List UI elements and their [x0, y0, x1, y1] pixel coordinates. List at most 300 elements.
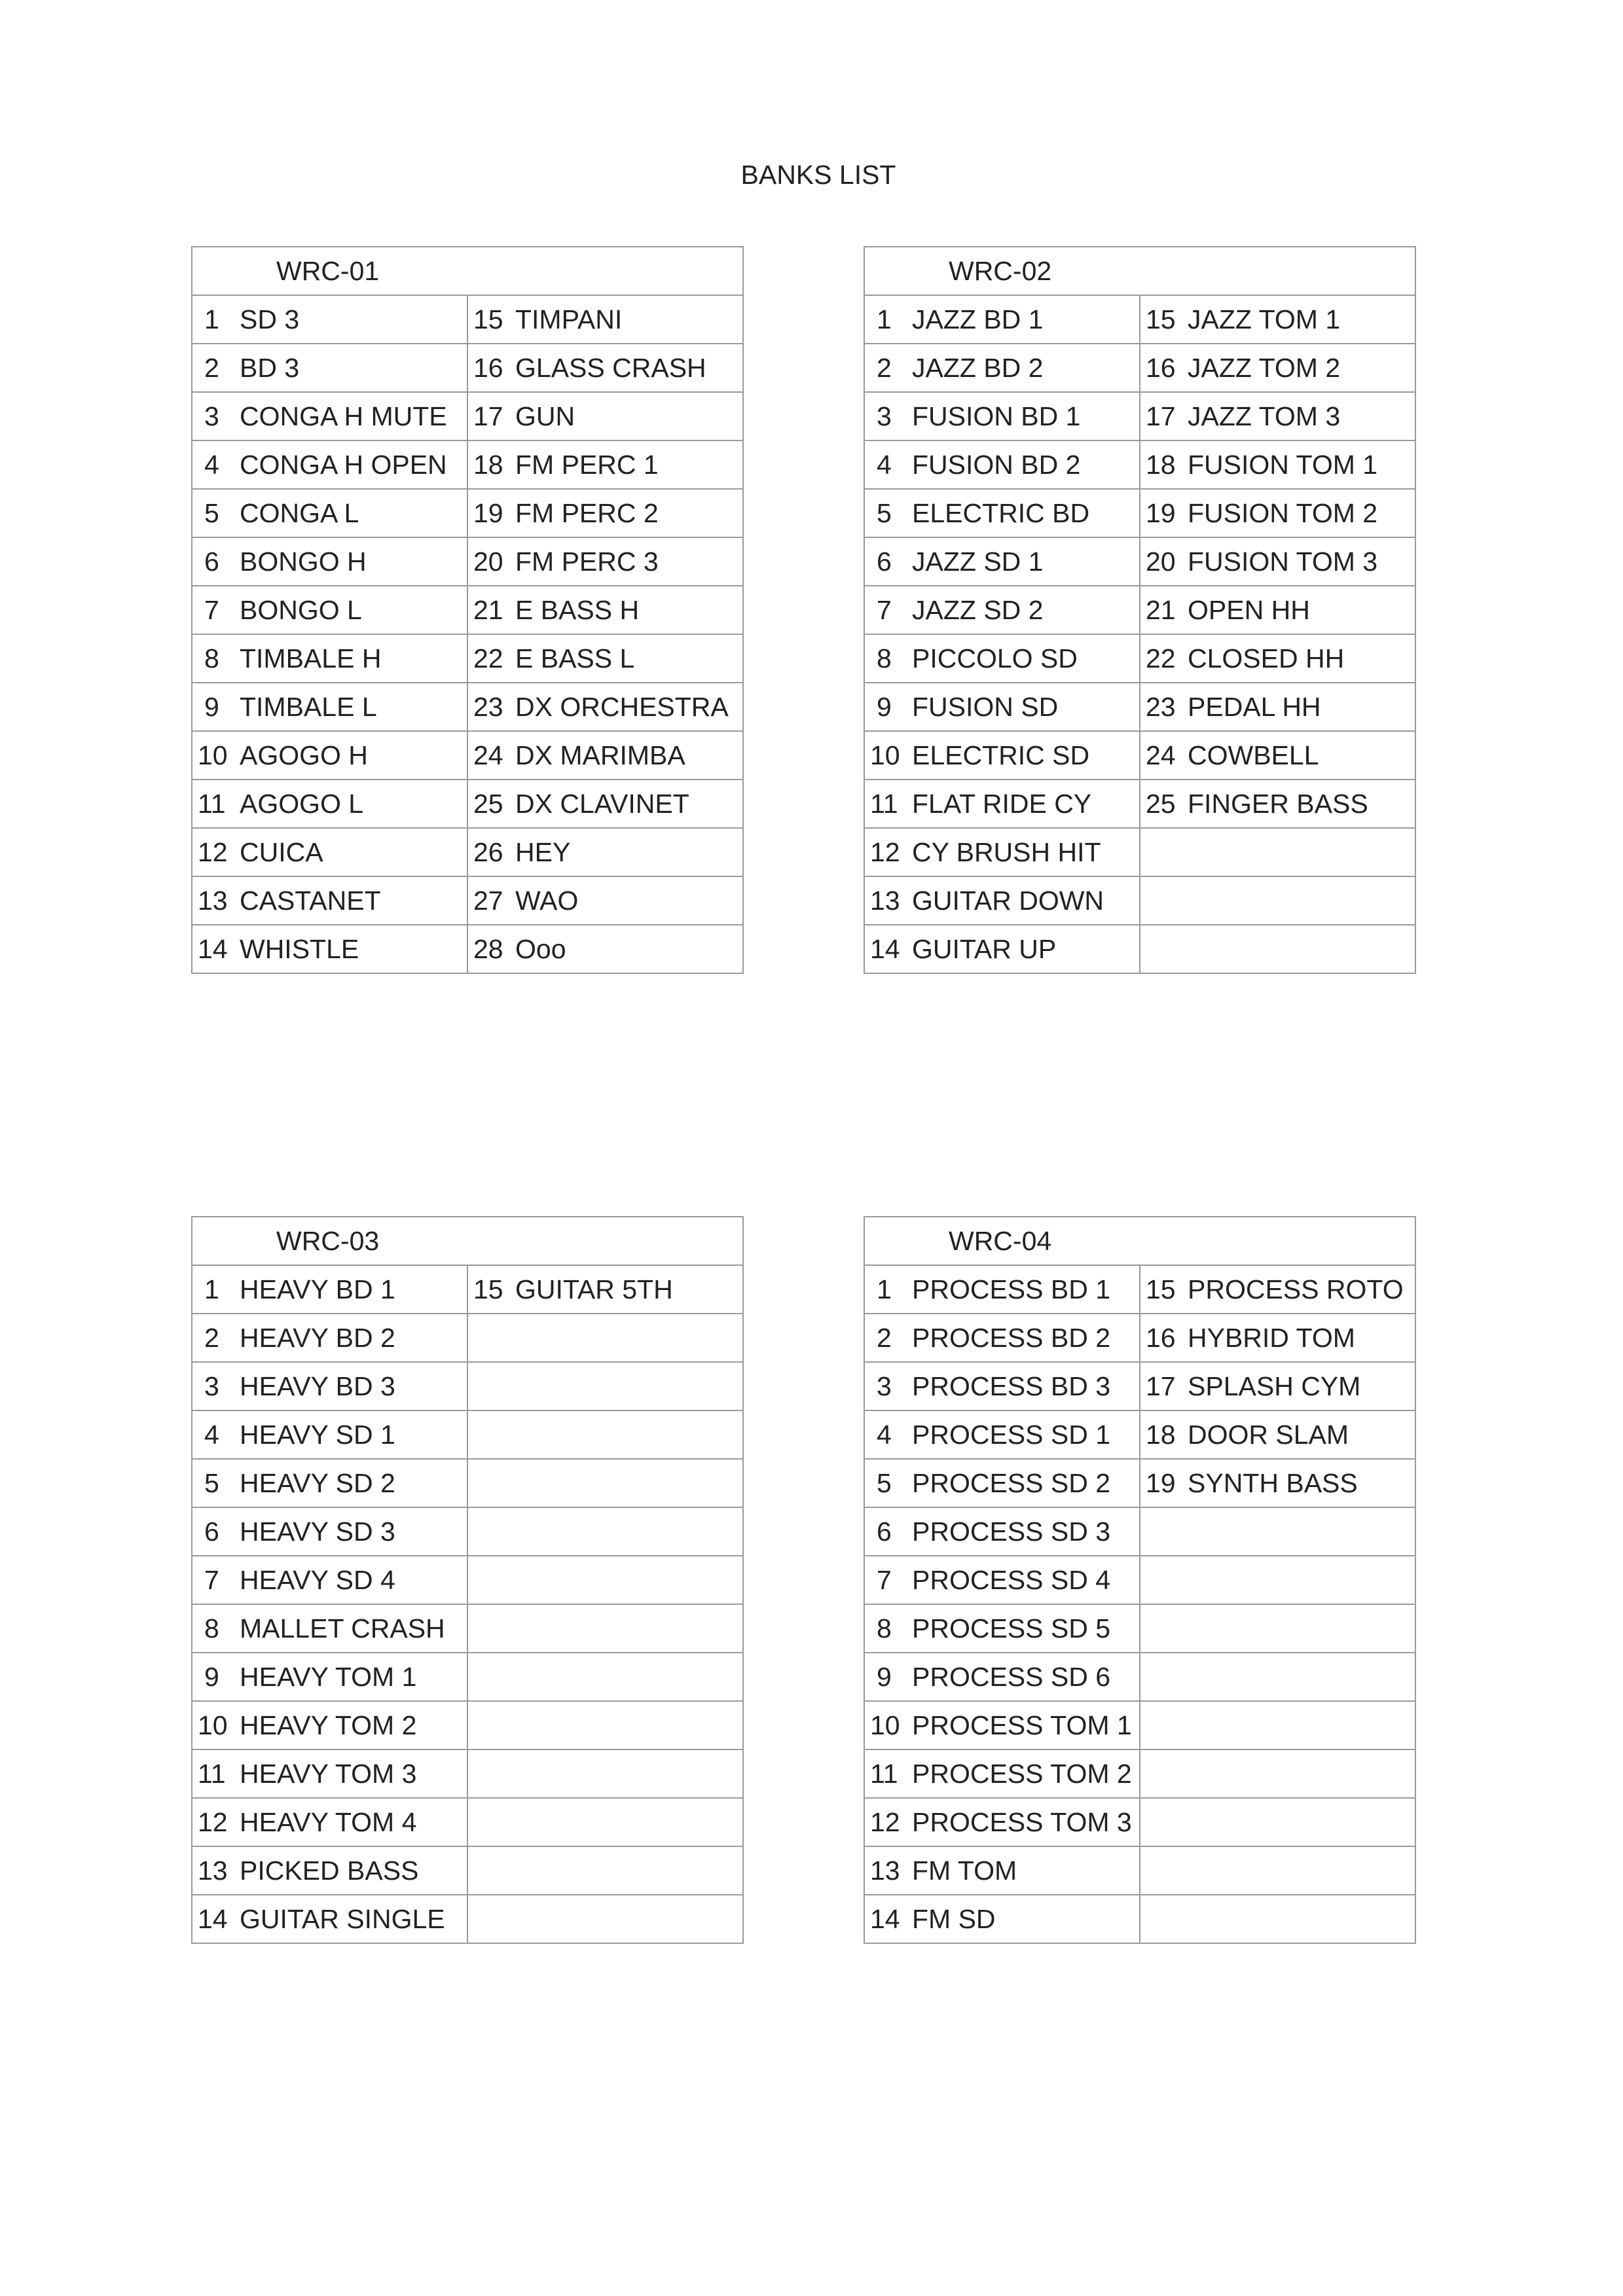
voice-number: 16 [1146, 1322, 1176, 1353]
voice-cell [1140, 489, 1415, 537]
voice-name: PROCESS SD 2 [912, 1467, 1111, 1498]
bank-name: WRC-04 [864, 1217, 1415, 1265]
voice-number: 27 [473, 885, 503, 916]
table-row [192, 489, 743, 537]
voice-cell [192, 586, 467, 634]
voice-name: PROCESS BD 3 [912, 1371, 1111, 1401]
bank-name: WRC-03 [192, 1217, 743, 1265]
bank-name: WRC-01 [192, 247, 743, 295]
voice-name: HEAVY SD 3 [240, 1516, 395, 1547]
table-row [864, 780, 1415, 828]
voice-cell [864, 780, 1140, 828]
voice-name: FUSION TOM 3 [1188, 546, 1378, 577]
voice-name: GUITAR DOWN [912, 885, 1104, 916]
voice-name: GLASS CRASH [515, 352, 706, 383]
voice-number: 12 [198, 1806, 228, 1837]
voice-number: 4 [877, 1419, 892, 1450]
voice-cell [864, 1895, 1140, 1943]
voice-cell [192, 828, 467, 876]
voice-name: JAZZ TOM 2 [1188, 352, 1341, 383]
voice-name: WHISTLE [240, 933, 359, 964]
voice-name: BONGO L [240, 594, 362, 625]
table-row [864, 586, 1415, 634]
voice-name: PROCESS TOM 3 [912, 1806, 1132, 1837]
voice-number: 2 [204, 1322, 219, 1353]
voice-number: 1 [877, 1274, 892, 1304]
voice-cell [192, 925, 467, 973]
voice-number: 11 [198, 788, 226, 819]
voice-number: 10 [870, 740, 900, 770]
voice-name: HEAVY SD 1 [240, 1419, 395, 1450]
table-row [864, 1314, 1415, 1362]
voice-number: 3 [877, 401, 892, 431]
voice-cell [864, 1653, 1140, 1701]
voice-number: 10 [198, 740, 228, 770]
voice-cell [467, 828, 743, 876]
voice-cell [864, 925, 1140, 973]
voice-number: 4 [204, 1419, 219, 1450]
voice-name: DX ORCHESTRA [515, 691, 729, 722]
bank-table [864, 1216, 1416, 1944]
voice-cell [467, 1314, 743, 1362]
table-row [192, 1410, 743, 1459]
table-row [192, 1798, 743, 1846]
voice-cell [864, 876, 1140, 925]
voice-number: 14 [198, 1903, 228, 1934]
voice-number: 23 [473, 691, 503, 722]
voice-cell [864, 634, 1140, 683]
voice-number: 9 [204, 1661, 219, 1692]
table-row [192, 1895, 743, 1943]
voice-cell [467, 731, 743, 780]
voice-name: HEAVY SD 2 [240, 1467, 395, 1498]
voice-number: 10 [198, 1710, 228, 1740]
voice-number: 3 [204, 401, 219, 431]
voice-cell [1140, 1556, 1415, 1604]
voice-number: 19 [473, 497, 503, 528]
voice-cell [864, 1507, 1140, 1556]
voice-number: 20 [473, 546, 503, 577]
voice-number: 16 [473, 352, 503, 383]
bank-header-row [192, 247, 743, 295]
voice-name: HEY [515, 836, 571, 867]
table-row [864, 1265, 1415, 1314]
bank-table [191, 246, 744, 974]
voice-cell [1140, 1798, 1415, 1846]
voice-cell [192, 392, 467, 440]
voice-name: TIMBALE L [240, 691, 377, 722]
table-row [192, 1604, 743, 1653]
voice-name: PROCESS SD 6 [912, 1661, 1111, 1692]
table-row [864, 1749, 1415, 1798]
voice-number: 1 [204, 1274, 219, 1304]
voice-name: COWBELL [1188, 740, 1319, 770]
voice-number: 7 [204, 1564, 219, 1595]
voice-cell [467, 1798, 743, 1846]
voice-name: HEAVY TOM 1 [240, 1661, 417, 1692]
table-row [192, 780, 743, 828]
voice-name: PROCESS BD 2 [912, 1322, 1111, 1353]
voice-name: AGOGO H [240, 740, 368, 770]
voice-number: 15 [1146, 1274, 1176, 1304]
voice-name: JAZZ BD 1 [912, 304, 1044, 334]
voice-number: 8 [877, 1613, 892, 1643]
voice-cell [1140, 586, 1415, 634]
voice-name: FUSION BD 1 [912, 401, 1081, 431]
voice-name: JAZZ BD 2 [912, 352, 1044, 383]
voice-number: 2 [877, 1322, 892, 1353]
table-row [192, 537, 743, 586]
voice-number: 6 [877, 546, 892, 577]
voice-number: 17 [1146, 1371, 1176, 1401]
voice-name: PICCOLO SD [912, 643, 1078, 673]
voice-cell [864, 295, 1140, 344]
voice-name: JAZZ SD 2 [912, 594, 1044, 625]
voice-cell [864, 1556, 1140, 1604]
voice-name: FUSION TOM 2 [1188, 497, 1378, 528]
table-row [192, 586, 743, 634]
voice-cell [864, 1798, 1140, 1846]
table-row [192, 731, 743, 780]
voice-name: HEAVY TOM 3 [240, 1758, 417, 1789]
voice-cell [1140, 1459, 1415, 1507]
voice-cell [864, 440, 1140, 489]
voice-cell [864, 586, 1140, 634]
voice-number: 14 [870, 933, 900, 964]
voice-cell [467, 1265, 743, 1314]
voice-name: CONGA H MUTE [240, 401, 447, 431]
voice-cell [192, 1314, 467, 1362]
voice-cell [864, 1265, 1140, 1314]
voice-name: PROCESS SD 4 [912, 1564, 1111, 1595]
voice-cell [192, 1265, 467, 1314]
voice-cell [192, 295, 467, 344]
voice-cell [467, 876, 743, 925]
voice-number: 2 [877, 352, 892, 383]
voice-number: 26 [473, 836, 503, 867]
voice-number: 12 [870, 1806, 900, 1837]
voice-number: 5 [877, 1467, 892, 1498]
voice-cell [467, 1749, 743, 1798]
voice-name: PROCESS SD 5 [912, 1613, 1111, 1643]
voice-cell [864, 537, 1140, 586]
table-row [192, 1265, 743, 1314]
table-row [864, 489, 1415, 537]
voice-name: Ooo [515, 933, 566, 964]
voice-name: ELECTRIC BD [912, 497, 1090, 528]
table-row [864, 1362, 1415, 1410]
voice-number: 9 [877, 691, 892, 722]
voice-number: 3 [204, 1371, 219, 1401]
voice-cell [467, 925, 743, 973]
voice-cell [467, 392, 743, 440]
voice-number: 17 [473, 401, 503, 431]
voice-name: OPEN HH [1188, 594, 1310, 625]
table-row [864, 295, 1415, 344]
voice-cell [864, 344, 1140, 392]
voice-name: HEAVY BD 3 [240, 1371, 395, 1401]
voice-name: CASTANET [240, 885, 381, 916]
voice-cell [1140, 1314, 1415, 1362]
voice-name: WAO [515, 885, 579, 916]
voice-number: 14 [198, 933, 228, 964]
voice-number: 23 [1146, 691, 1176, 722]
table-row [864, 683, 1415, 731]
voice-name: SD 3 [240, 304, 300, 334]
voice-number: 15 [1146, 304, 1176, 334]
voice-cell [1140, 295, 1415, 344]
voice-name: CUICA [240, 836, 323, 867]
voice-name: HEAVY BD 2 [240, 1322, 395, 1353]
table-row [192, 876, 743, 925]
voice-number: 4 [204, 449, 219, 480]
voice-number: 8 [877, 643, 892, 673]
voice-name: HEAVY TOM 4 [240, 1806, 417, 1837]
voice-cell [192, 1459, 467, 1507]
voice-cell [192, 1798, 467, 1846]
voice-cell [1140, 1653, 1415, 1701]
voice-name: CONGA H OPEN [240, 449, 447, 480]
voice-cell [467, 295, 743, 344]
table-row [192, 295, 743, 344]
table-row [864, 1556, 1415, 1604]
bank-header-row [864, 247, 1415, 295]
table-row [864, 392, 1415, 440]
voice-cell [864, 1410, 1140, 1459]
voice-name: GUN [515, 401, 575, 431]
voice-name: TIMPANI [515, 304, 623, 334]
voice-cell [192, 1846, 467, 1895]
page-title: BANKS LIST [740, 160, 896, 190]
voice-name: CONGA L [240, 497, 359, 528]
voice-name: JAZZ TOM 3 [1188, 401, 1341, 431]
bank-header-row [192, 1217, 743, 1265]
voice-number: 24 [1146, 740, 1176, 770]
voice-name: CLOSED HH [1188, 643, 1345, 673]
voice-number: 17 [1146, 401, 1176, 431]
voice-cell [1140, 344, 1415, 392]
voice-name: FINGER BASS [1188, 788, 1368, 819]
voice-cell [864, 828, 1140, 876]
voice-cell [192, 440, 467, 489]
voice-number: 5 [204, 497, 219, 528]
voice-cell [192, 1410, 467, 1459]
voice-cell [467, 440, 743, 489]
voice-cell [467, 1701, 743, 1749]
voice-cell [192, 489, 467, 537]
table-row [864, 1895, 1415, 1943]
table-row [192, 1459, 743, 1507]
voice-name: CY BRUSH HIT [912, 836, 1101, 867]
voice-number: 9 [877, 1661, 892, 1692]
voice-cell [467, 1459, 743, 1507]
voice-cell [864, 489, 1140, 537]
voice-number: 11 [870, 1758, 898, 1789]
table-row [192, 392, 743, 440]
table-row [192, 634, 743, 683]
voice-name: DX CLAVINET [515, 788, 689, 819]
table-row [864, 1410, 1415, 1459]
voice-cell [1140, 1265, 1415, 1314]
voice-name: DX MARIMBA [515, 740, 685, 770]
voice-cell [192, 731, 467, 780]
voice-number: 28 [473, 933, 503, 964]
table-row [192, 828, 743, 876]
table-row [864, 634, 1415, 683]
table-row [864, 537, 1415, 586]
voice-name: FM TOM [912, 1855, 1017, 1886]
bank-header-row [864, 1217, 1415, 1265]
voice-number: 6 [877, 1516, 892, 1547]
voice-name: DOOR SLAM [1188, 1419, 1349, 1450]
voice-name: PROCESS BD 1 [912, 1274, 1111, 1304]
voice-name: GUITAR 5TH [515, 1274, 673, 1304]
voice-name: E BASS L [515, 643, 635, 673]
voice-number: 25 [473, 788, 503, 819]
voice-number: 15 [473, 1274, 503, 1304]
voice-cell [467, 1556, 743, 1604]
voice-number: 2 [204, 352, 219, 383]
voice-name: PICKED BASS [240, 1855, 419, 1886]
voice-cell [467, 586, 743, 634]
voice-name: AGOGO L [240, 788, 364, 819]
table-row [864, 925, 1415, 973]
voice-name: JAZZ TOM 1 [1188, 304, 1341, 334]
voice-number: 25 [1146, 788, 1176, 819]
voice-number: 8 [204, 643, 219, 673]
voice-cell [864, 1459, 1140, 1507]
voice-cell [864, 1749, 1140, 1798]
voice-cell [1140, 828, 1415, 876]
voice-cell [1140, 780, 1415, 828]
voice-name: PROCESS TOM 1 [912, 1710, 1132, 1740]
table-row [192, 683, 743, 731]
table-row [192, 1701, 743, 1749]
table-row [192, 440, 743, 489]
voice-cell [864, 1314, 1140, 1362]
voice-name: FM SD [912, 1903, 996, 1934]
voice-cell [1140, 634, 1415, 683]
voice-number: 12 [870, 836, 900, 867]
voice-cell [1140, 1846, 1415, 1895]
voice-cell [192, 683, 467, 731]
voice-number: 1 [204, 304, 219, 334]
voice-number: 19 [1146, 497, 1176, 528]
voice-cell [1140, 537, 1415, 586]
table-row [192, 1846, 743, 1895]
voice-number: 24 [473, 740, 503, 770]
voice-cell [1140, 392, 1415, 440]
voice-number: 15 [473, 304, 503, 334]
bank-table [191, 1216, 744, 1944]
voice-number: 4 [877, 449, 892, 480]
table-row [864, 344, 1415, 392]
voice-cell [1140, 1895, 1415, 1943]
voice-cell [467, 683, 743, 731]
voice-number: 5 [877, 497, 892, 528]
table-row [192, 1314, 743, 1362]
voice-cell [192, 1653, 467, 1701]
table-row [864, 440, 1415, 489]
voice-cell [864, 1701, 1140, 1749]
voice-cell [192, 1895, 467, 1943]
voice-cell [1140, 1749, 1415, 1798]
voice-name: BONGO H [240, 546, 367, 577]
table-row [864, 1459, 1415, 1507]
bank-name: WRC-02 [864, 247, 1415, 295]
voice-cell [467, 780, 743, 828]
voice-number: 16 [1146, 352, 1176, 383]
table-row [192, 1749, 743, 1798]
voice-cell [192, 1556, 467, 1604]
voice-cell [467, 1846, 743, 1895]
voice-name: PROCESS TOM 2 [912, 1758, 1132, 1789]
voice-cell [1140, 1604, 1415, 1653]
table-row [192, 1556, 743, 1604]
voice-name: ELECTRIC SD [912, 740, 1090, 770]
voice-cell [864, 683, 1140, 731]
voice-cell [864, 1846, 1140, 1895]
voice-name: TIMBALE H [240, 643, 382, 673]
voice-cell [467, 1507, 743, 1556]
voice-cell [467, 634, 743, 683]
voice-cell [1140, 1362, 1415, 1410]
voice-name: PROCESS ROTO [1188, 1274, 1404, 1304]
voice-cell [192, 780, 467, 828]
voice-name: JAZZ SD 1 [912, 546, 1044, 577]
voice-name: HEAVY SD 4 [240, 1564, 395, 1595]
voice-number: 22 [473, 643, 503, 673]
voice-cell [864, 1362, 1140, 1410]
table-row [192, 1507, 743, 1556]
table-row [864, 1653, 1415, 1701]
voice-number: 18 [473, 449, 503, 480]
voice-cell [1140, 731, 1415, 780]
voice-cell [864, 1604, 1140, 1653]
table-row [864, 1604, 1415, 1653]
voice-number: 5 [204, 1467, 219, 1498]
voice-cell [1140, 876, 1415, 925]
voice-name: FM PERC 2 [515, 497, 659, 528]
table-row [864, 1507, 1415, 1556]
voice-cell [192, 1362, 467, 1410]
voice-number: 1 [877, 304, 892, 334]
voice-name: FM PERC 3 [515, 546, 659, 577]
voice-cell [1140, 1410, 1415, 1459]
voice-name: FUSION BD 2 [912, 449, 1081, 480]
voice-cell [1140, 1507, 1415, 1556]
voice-name: FLAT RIDE CY [912, 788, 1092, 819]
table-row [864, 1798, 1415, 1846]
voice-cell [192, 1749, 467, 1798]
voice-number: 13 [198, 885, 228, 916]
voice-cell [467, 1895, 743, 1943]
voice-cell [467, 1653, 743, 1701]
table-row [192, 925, 743, 973]
voice-cell [467, 489, 743, 537]
voice-cell [192, 537, 467, 586]
voice-cell [1140, 683, 1415, 731]
voice-number: 22 [1146, 643, 1176, 673]
voice-number: 7 [204, 594, 219, 625]
voice-name: HEAVY BD 1 [240, 1274, 395, 1304]
table-row [864, 1846, 1415, 1895]
voice-cell [467, 537, 743, 586]
voice-cell [1140, 925, 1415, 973]
voice-number: 13 [198, 1855, 228, 1886]
voice-number: 13 [870, 1855, 900, 1886]
voice-number: 3 [877, 1371, 892, 1401]
